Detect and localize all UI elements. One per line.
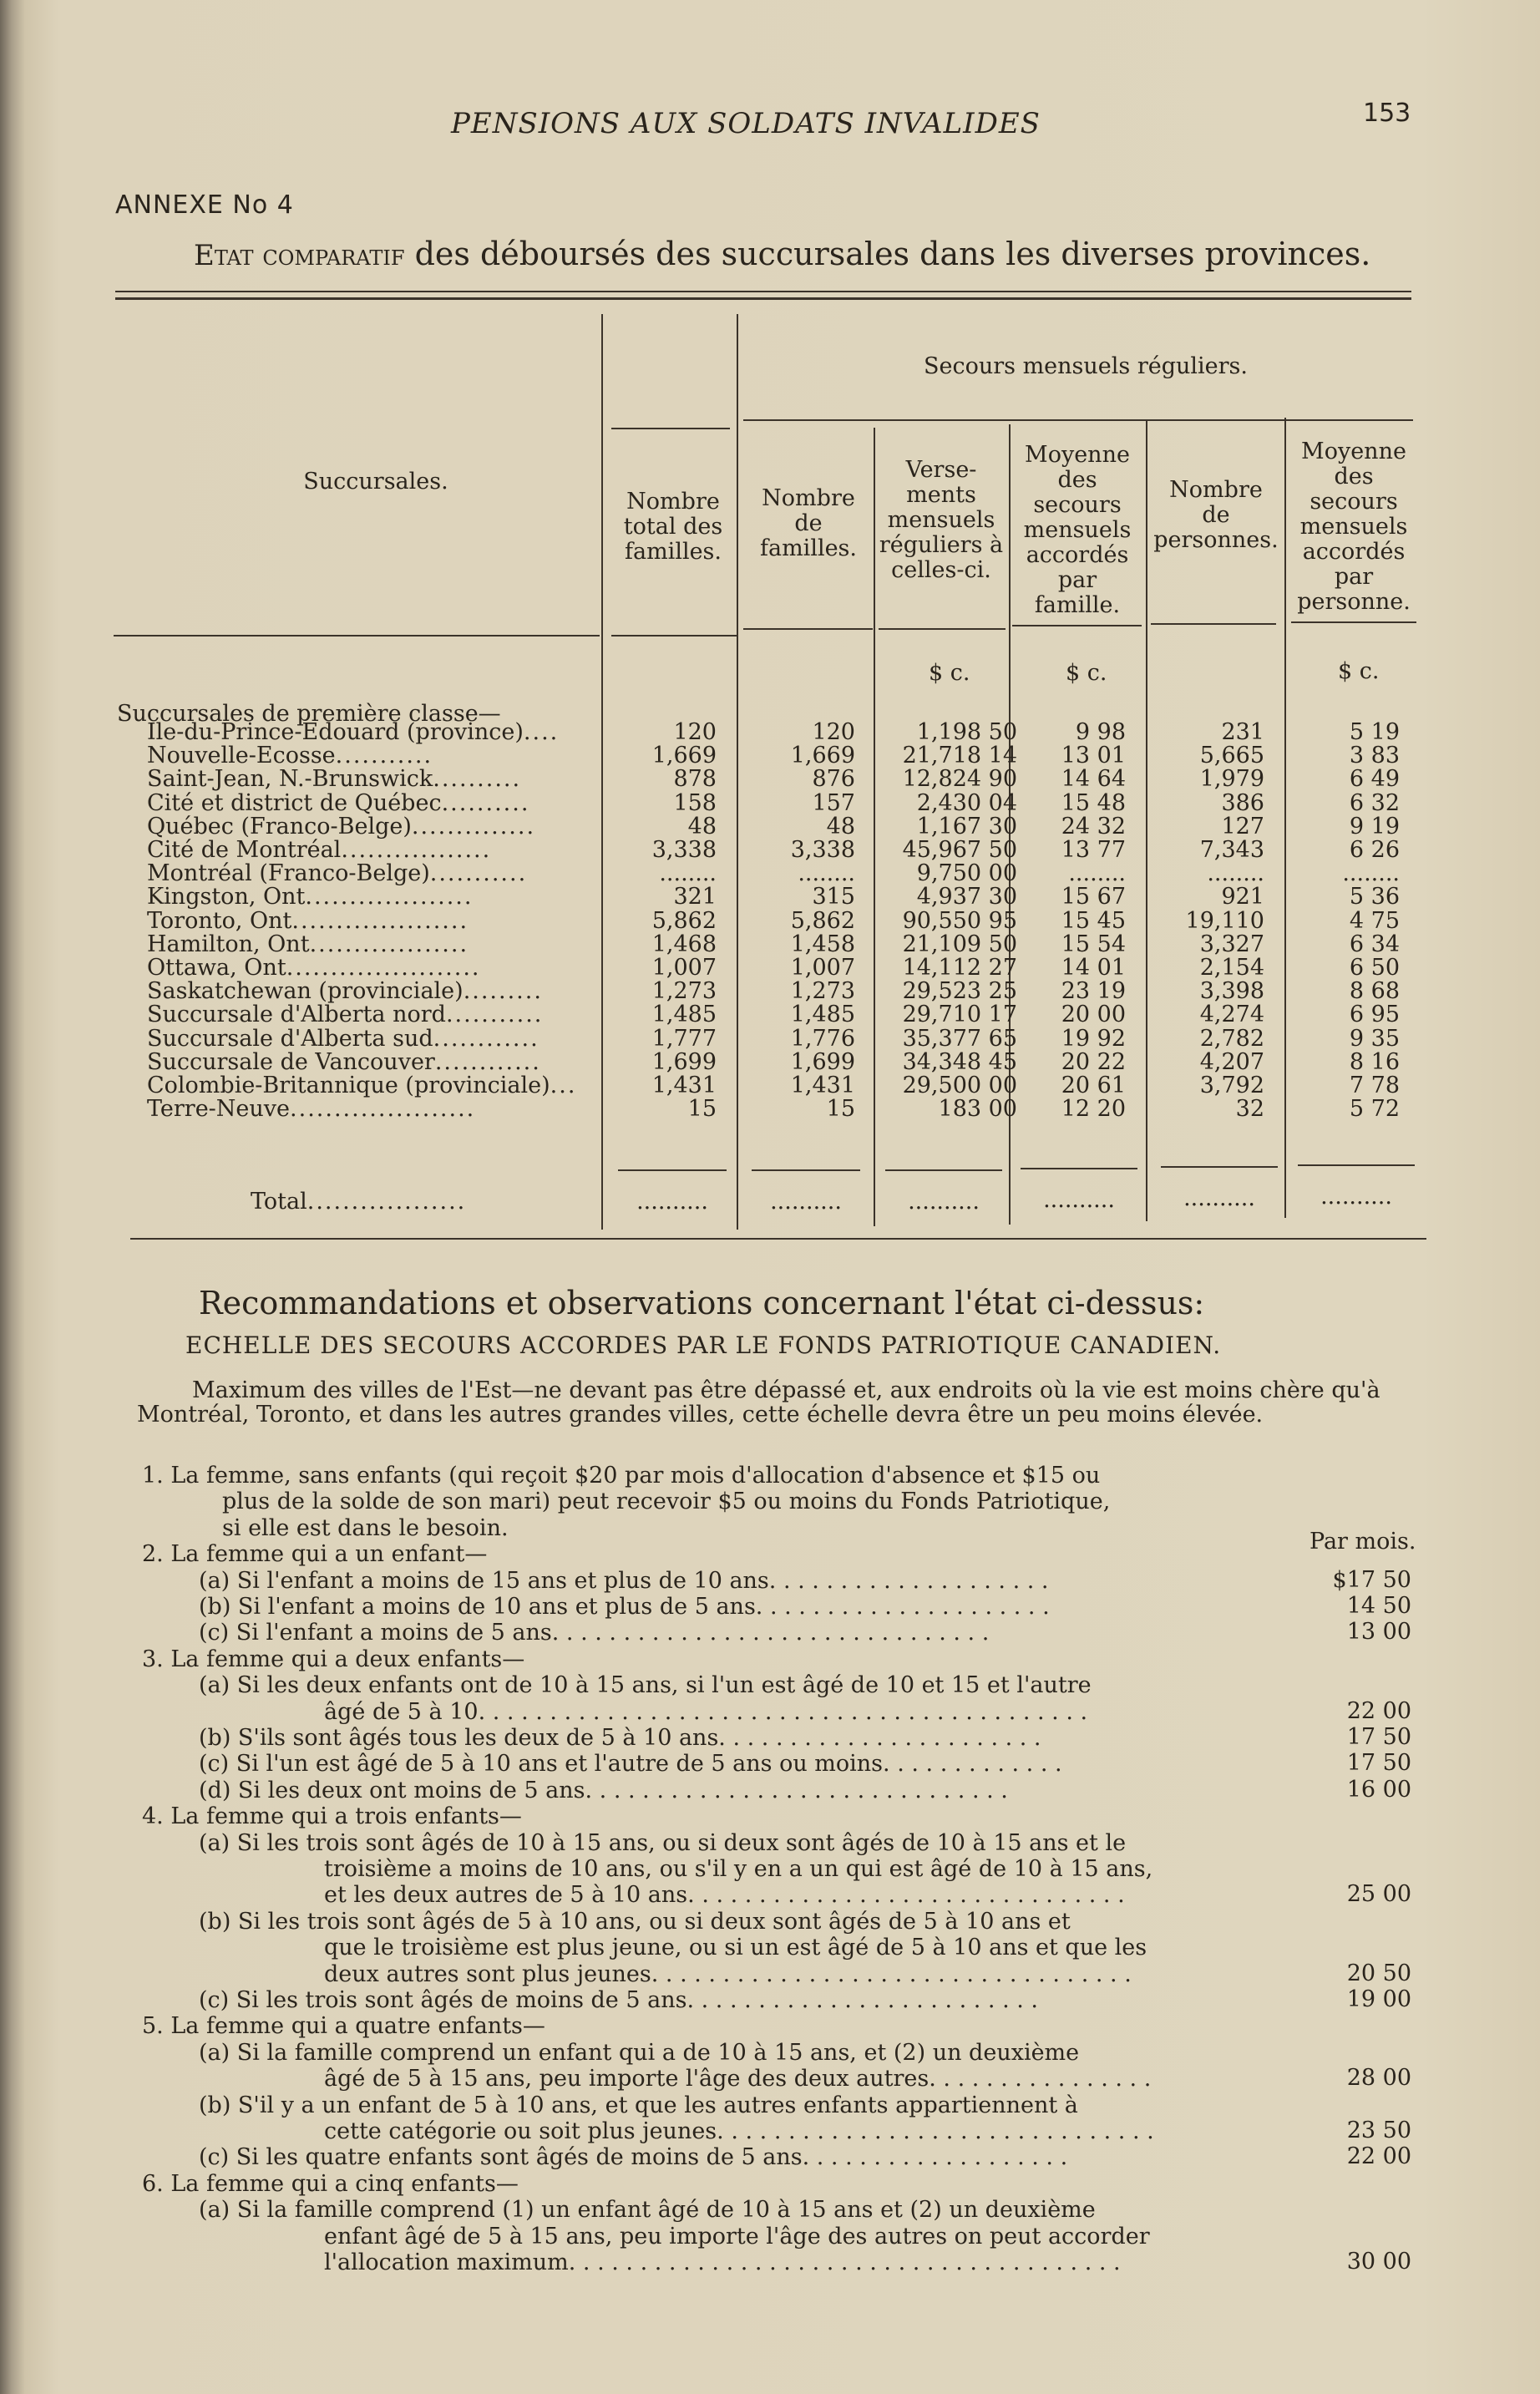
cell-total-families: 1,777 bbox=[651, 1026, 717, 1052]
scale-amount: 22 00 bbox=[1346, 1698, 1411, 1724]
cell-payments: 34,348 45 bbox=[902, 1049, 1017, 1075]
branch-name bbox=[147, 1002, 543, 1027]
branch-name-dots: .................. bbox=[309, 931, 469, 957]
cell-total-families: 1,273 bbox=[651, 978, 717, 1004]
scale-line: 6. La femme qui a cinq enfants— bbox=[142, 2172, 519, 2196]
branch-name-dots: ................. bbox=[341, 837, 492, 863]
cell-avg-family: 23 19 bbox=[1061, 978, 1126, 1004]
cell-payments: 29,500 00 bbox=[902, 1073, 1017, 1098]
branch-name-text: Succursale de Vancouver bbox=[147, 1049, 435, 1075]
cell-avg-family: 12 20 bbox=[1061, 1096, 1126, 1122]
cell-payments: 21,718 14 bbox=[902, 743, 1017, 768]
cell-total-families: 321 bbox=[673, 884, 717, 910]
col-divider-5 bbox=[1146, 421, 1147, 1221]
cell-avg-person: ........ bbox=[1342, 860, 1400, 886]
branch-name-dots: .... bbox=[523, 719, 560, 745]
cell-persons: 921 bbox=[1221, 884, 1264, 910]
branch-name-text: Terre-Neuve bbox=[147, 1096, 291, 1122]
scale-line: et les deux autres de 5 à 10 ans. . . . . . . . . . . . . . . . . . . . . . . . . . . . . . . bbox=[324, 1883, 1125, 1907]
cell-total-families: 1,468 bbox=[651, 931, 717, 957]
cell-total-families: 48 bbox=[687, 814, 717, 839]
total-cell-avg-family: .......... bbox=[1043, 1187, 1115, 1213]
cell-families: 876 bbox=[812, 766, 855, 792]
branch-name-dots: ........... bbox=[335, 743, 433, 768]
cell-payments: 14,112 27 bbox=[902, 955, 1017, 981]
cell-families: ........ bbox=[798, 860, 855, 886]
cell-persons: 19,110 bbox=[1185, 908, 1264, 934]
table-title-rest: des déboursés des succursales dans les diverses provinces. bbox=[404, 236, 1371, 272]
scale-line: que le troisième est plus jeune, ou si un est âgé de 5 à 10 ans et que les bbox=[324, 1935, 1147, 1960]
cell-total-families: 1,007 bbox=[651, 955, 717, 981]
scale-line: (d) Si les deux ont moins de 5 ans. . . . . . . . . . . . . . . . . . . . . . . . . . . . . . bbox=[199, 1778, 1008, 1803]
cell-persons: 1,979 bbox=[1199, 766, 1264, 792]
header-payments: Verse-ments mensuels réguliers à celles-ci. bbox=[879, 457, 1004, 583]
cell-avg-family: 20 22 bbox=[1061, 1049, 1126, 1075]
table-top-rule bbox=[115, 291, 1411, 292]
cell-avg-person: 4 75 bbox=[1349, 908, 1400, 934]
scale-amount: 17 50 bbox=[1346, 1750, 1411, 1776]
total-cell-families: .......... bbox=[770, 1189, 842, 1215]
table-title-smallcaps: Etat comparatif bbox=[194, 239, 405, 272]
cell-payments: 21,109 50 bbox=[902, 931, 1017, 957]
scale-line: 1. La femme, sans enfants (qui reçoit $20 par mois d'allocation d'absence et $15 ou bbox=[142, 1463, 1101, 1488]
branch-name-text: Saint-Jean, N.-Brunswick bbox=[147, 766, 433, 792]
branch-name-dots: .................... bbox=[291, 908, 469, 934]
total-label-dots: .................. bbox=[306, 1189, 467, 1215]
cell-total-families: 878 bbox=[673, 766, 717, 792]
cell-payments: 2,430 04 bbox=[916, 790, 1017, 816]
cell-avg-person: 6 32 bbox=[1349, 790, 1400, 816]
cell-avg-family: 19 92 bbox=[1061, 1026, 1126, 1052]
total-rule-3 bbox=[885, 1169, 1002, 1171]
cell-avg-person: 9 19 bbox=[1349, 814, 1400, 839]
cell-avg-family: 14 64 bbox=[1061, 766, 1126, 792]
cell-payments: 45,967 50 bbox=[902, 837, 1017, 863]
cell-families: 1,485 bbox=[790, 1002, 855, 1027]
cell-avg-person: 5 19 bbox=[1349, 719, 1400, 745]
total-rule-4 bbox=[1021, 1168, 1137, 1169]
cell-avg-person: 6 50 bbox=[1349, 955, 1400, 981]
scale-line: (b) S'il y a un enfant de 5 à 10 ans, et que les autres enfants appartiennent à bbox=[199, 2093, 1078, 2118]
cell-families: 315 bbox=[812, 884, 855, 910]
cell-families: 3,338 bbox=[790, 837, 855, 863]
scale-line: âgé de 5 à 10. . . . . . . . . . . . . . . . . . . . . . . . . . . . . . . . . . . . . . . . . . . bbox=[324, 1700, 1088, 1724]
cell-payments: 183 00 bbox=[938, 1096, 1017, 1122]
cell-total-families: ........ bbox=[659, 860, 717, 886]
table-top-rule-2 bbox=[115, 297, 1411, 300]
cell-persons: 5,665 bbox=[1199, 743, 1264, 768]
cell-persons: 7,343 bbox=[1199, 837, 1264, 863]
scale-line: (c) Si les quatre enfants sont âgés de moins de 5 ans. . . . . . . . . . . . . . . . . . . bbox=[199, 2145, 1068, 2169]
branch-name bbox=[147, 861, 527, 886]
branch-name bbox=[147, 814, 535, 839]
branch-name-text: Montréal (Franco-Belge) bbox=[147, 860, 430, 886]
cell-families: 157 bbox=[812, 790, 855, 816]
cell-total-families: 120 bbox=[673, 719, 717, 745]
scale-line: (c) Si l'enfant a moins de 5 ans. . . . . . . . . . . . . . . . . . . . . . . . . . . . . . . bbox=[199, 1621, 990, 1645]
cell-total-families: 1,431 bbox=[651, 1073, 717, 1098]
unit-avg-person: $ c. bbox=[1338, 658, 1380, 684]
scale-line: (a) Si l'enfant a moins de 15 ans et plus de 10 ans. . . . . . . . . . . . . . . . . . . . bbox=[199, 1569, 1049, 1593]
recommendations-title: Recommandations et observations concernant l'état ci-dessus: bbox=[199, 1285, 1205, 1321]
branch-name bbox=[147, 885, 473, 910]
group-rule bbox=[743, 419, 1413, 421]
cell-payments: 29,523 25 bbox=[902, 978, 1017, 1004]
scale-line: si elle est dans le besoin. bbox=[222, 1516, 509, 1540]
cell-families: 1,431 bbox=[790, 1073, 855, 1098]
branch-name bbox=[147, 767, 521, 792]
total-cell-avg-person: .......... bbox=[1320, 1184, 1392, 1210]
scale-amount: 17 50 bbox=[1346, 1724, 1411, 1750]
scale-line: 2. La femme qui a un enfant— bbox=[142, 1542, 488, 1566]
scale-line: plus de la solde de son mari) peut recevoir $5 ou moins du Fonds Patriotique, bbox=[222, 1489, 1111, 1514]
cell-avg-person: 5 72 bbox=[1349, 1096, 1400, 1122]
cell-avg-person: 3 83 bbox=[1349, 743, 1400, 768]
scale-amount: 30 00 bbox=[1346, 2249, 1411, 2275]
cell-persons: 386 bbox=[1221, 790, 1264, 816]
cell-payments: 35,377 65 bbox=[902, 1026, 1017, 1052]
cell-avg-person: 8 16 bbox=[1349, 1049, 1400, 1075]
col-divider-2 bbox=[737, 314, 738, 1230]
cell-persons: 2,782 bbox=[1199, 1026, 1264, 1052]
branch-name-text: Ile-du-Prince-Edouard (province) bbox=[147, 719, 524, 745]
col-divider-6 bbox=[1284, 418, 1286, 1218]
cell-payments: 1,198 50 bbox=[916, 719, 1017, 745]
scale-amount: 28 00 bbox=[1346, 2065, 1411, 2091]
branch-name bbox=[147, 979, 543, 1004]
scale-line: l'allocation maximum. . . . . . . . . . . . . . . . . . . . . . . . . . . . . . . . . . . . . . . bbox=[324, 2250, 1121, 2275]
cell-avg-person: 6 26 bbox=[1349, 837, 1400, 863]
cell-families: 48 bbox=[826, 814, 855, 839]
scale-line: cette catégorie ou soit plus jeunes. . . . . . . . . . . . . . . . . . . . . . . . . . . . . . . bbox=[324, 2119, 1154, 2143]
cell-payments: 4,937 30 bbox=[916, 884, 1017, 910]
cell-persons: 4,274 bbox=[1199, 1002, 1264, 1027]
cell-persons: 3,327 bbox=[1199, 931, 1264, 957]
col-divider-3 bbox=[874, 428, 875, 1226]
branch-name-dots: ...................... bbox=[286, 955, 481, 981]
cell-families: 1,699 bbox=[790, 1049, 855, 1075]
cell-payments: 1,167 30 bbox=[916, 814, 1017, 839]
cell-avg-family: 15 48 bbox=[1061, 790, 1126, 816]
scale-amount: 25 00 bbox=[1346, 1881, 1411, 1907]
intro-paragraph: Maximum des villes de l'Est—ne devant pas être dépassé et, aux endroits où la vie est moins chère qu'à Montréal, Toronto, et dans les autres grandes villes, cette échelle devra être un peu moins élevée. bbox=[137, 1377, 1380, 1428]
header-branches: Succursales. bbox=[303, 469, 448, 495]
branch-name bbox=[147, 1027, 540, 1052]
header-rule-total-top bbox=[611, 428, 730, 429]
scale-line: (c) Si les trois sont âgés de moins de 5 ans. . . . . . . . . . . . . . . . . . . . . . . . . bbox=[199, 1988, 1039, 2012]
scale-line: âgé de 5 à 15 ans, peu importe l'âge des deux autres. . . . . . . . . . . . . . . . bbox=[324, 2067, 1152, 2091]
header-persons: Nombre de personnes. bbox=[1153, 477, 1279, 553]
cell-avg-family: 15 67 bbox=[1061, 884, 1126, 910]
cell-families: 15 bbox=[826, 1096, 855, 1122]
cell-avg-person: 5 36 bbox=[1349, 884, 1400, 910]
col-divider-1 bbox=[601, 314, 603, 1230]
cell-payments: 12,824 90 bbox=[902, 766, 1017, 792]
branch-name-text: Cité et district de Québec bbox=[147, 790, 442, 816]
branch-name bbox=[147, 1073, 576, 1098]
cell-families: 1,669 bbox=[790, 743, 855, 768]
branch-name bbox=[147, 1050, 541, 1075]
cell-avg-family: 9 98 bbox=[1075, 719, 1126, 745]
branch-name-dots: .......... bbox=[441, 790, 530, 816]
header-group: Secours mensuels réguliers. bbox=[923, 353, 1248, 379]
scale-line: (b) Si l'enfant a moins de 10 ans et plus de 5 ans. . . . . . . . . . . . . . . . . . . . . bbox=[199, 1595, 1050, 1619]
cell-total-families: 158 bbox=[673, 790, 717, 816]
cell-total-families: 15 bbox=[687, 1096, 717, 1122]
scale-amount: 13 00 bbox=[1346, 1619, 1411, 1645]
branch-name-dots: ............ bbox=[433, 1026, 540, 1052]
cell-avg-person: 8 68 bbox=[1349, 978, 1400, 1004]
branch-name-dots: ......... bbox=[463, 978, 543, 1004]
cell-payments: 29,710 17 bbox=[902, 1002, 1017, 1027]
header-rule-families bbox=[743, 628, 873, 630]
header-avg-family: Moyenne des secours mensuels accordés par famille. bbox=[1023, 442, 1132, 618]
cell-persons: 231 bbox=[1221, 719, 1264, 745]
page-number: 153 bbox=[1363, 99, 1411, 128]
branch-name-text: Toronto, Ont bbox=[147, 908, 292, 934]
header-rule-total bbox=[611, 635, 737, 637]
scale-line: 4. La femme qui a trois enfants— bbox=[142, 1804, 522, 1828]
cell-payments: 90,550 95 bbox=[902, 908, 1017, 934]
table-title bbox=[194, 236, 1370, 272]
cell-avg-family: 20 61 bbox=[1061, 1073, 1126, 1098]
total-rule-2 bbox=[752, 1169, 860, 1171]
scale-line: (c) Si l'un est âgé de 5 à 10 ans et l'autre de 5 ans ou moins. . . . . . . . . . . . . bbox=[199, 1752, 1062, 1776]
scale-amount: $17 50 bbox=[1332, 1567, 1411, 1593]
cell-avg-person: 9 35 bbox=[1349, 1026, 1400, 1052]
cell-families: 1,007 bbox=[790, 955, 855, 981]
scale-line: troisième a moins de 10 ans, ou s'il y en a un qui est âgé de 10 à 15 ans, bbox=[324, 1857, 1153, 1881]
scale-amount: 16 00 bbox=[1346, 1777, 1411, 1803]
total-rule-6 bbox=[1298, 1164, 1415, 1166]
branch-name-dots: .......... bbox=[433, 766, 522, 792]
scale-title: ECHELLE DES SECOURS ACCORDES PAR LE FONDS PATRIOTIQUE CANADIEN. bbox=[185, 1331, 1222, 1359]
header-families: Nombre de familles. bbox=[759, 485, 857, 561]
table-bottom-rule bbox=[130, 1238, 1426, 1240]
branch-name-text: Saskatchewan (provinciale) bbox=[147, 978, 464, 1004]
cell-avg-person: 6 34 bbox=[1349, 931, 1400, 957]
branch-name bbox=[147, 791, 529, 816]
branch-name-text: Succursale d'Alberta nord bbox=[147, 1002, 446, 1027]
branch-name bbox=[147, 1097, 475, 1122]
cell-families: 1,273 bbox=[790, 978, 855, 1004]
header-rule-branches bbox=[114, 635, 600, 637]
branch-name-text: Ottawa, Ont bbox=[147, 955, 286, 981]
total-label-text: Total bbox=[251, 1189, 307, 1215]
cell-total-families: 5,862 bbox=[651, 908, 717, 934]
cell-avg-family: ........ bbox=[1068, 860, 1126, 886]
branch-name-dots: ............ bbox=[434, 1049, 541, 1075]
cell-families: 1,458 bbox=[790, 931, 855, 957]
cell-avg-person: 7 78 bbox=[1349, 1073, 1400, 1098]
total-rule-1 bbox=[618, 1169, 727, 1171]
cell-persons: 2,154 bbox=[1199, 955, 1264, 981]
branch-name-text: Kingston, Ont bbox=[147, 884, 306, 910]
scale-line: (b) Si les trois sont âgés de 5 à 10 ans, ou si deux sont âgés de 5 à 10 ans et bbox=[199, 1910, 1071, 1934]
total-cell-payments: .......... bbox=[908, 1189, 980, 1215]
unit-payments: $ c. bbox=[929, 660, 970, 686]
scale-line: (a) Si la famille comprend (1) un enfant âgé de 10 à 15 ans et (2) un deuxième bbox=[199, 2198, 1096, 2222]
scale-amount: 22 00 bbox=[1346, 2143, 1411, 2169]
branch-name-text: Colombie-Britannique (provinciale) bbox=[147, 1073, 550, 1098]
scale-amount: 14 50 bbox=[1346, 1593, 1411, 1619]
cell-persons: 3,398 bbox=[1199, 978, 1264, 1004]
cell-avg-family: 14 01 bbox=[1061, 955, 1126, 981]
scale-line: enfant âgé de 5 à 15 ans, peu importe l'âge des autres on peut accorder bbox=[324, 2224, 1150, 2249]
cell-persons: 32 bbox=[1235, 1096, 1264, 1122]
scale-line: 5. La femme qui a quatre enfants— bbox=[142, 2014, 545, 2038]
cell-payments: 9,750 00 bbox=[916, 860, 1017, 886]
scale-amount: 19 00 bbox=[1346, 1986, 1411, 2012]
branch-name-text: Nouvelle-Ecosse bbox=[147, 743, 336, 768]
scale-amount: 20 50 bbox=[1346, 1960, 1411, 1986]
cell-persons: 127 bbox=[1221, 814, 1264, 839]
scale-line: (b) S'ils sont âgés tous les deux de 5 à 10 ans. . . . . . . . . . . . . . . . . . . . . . . bbox=[199, 1726, 1041, 1750]
branch-name-text: Québec (Franco-Belge) bbox=[147, 814, 412, 839]
total-label bbox=[251, 1189, 466, 1215]
header-total-families: Nombre total des familles. bbox=[623, 489, 723, 565]
header-rule-persons bbox=[1151, 623, 1276, 625]
scale-line: (a) Si la famille comprend un enfant qui a de 10 à 15 ans, et (2) un deuxième bbox=[199, 2041, 1080, 2065]
cell-avg-family: 20 00 bbox=[1061, 1002, 1126, 1027]
branch-name-dots: ........... bbox=[429, 860, 528, 886]
header-rule-avgpers bbox=[1291, 621, 1416, 623]
cell-avg-person: 6 95 bbox=[1349, 1002, 1400, 1027]
branch-name-dots: ... bbox=[550, 1073, 577, 1098]
unit-avg-family: $ c. bbox=[1066, 660, 1107, 686]
cell-total-families: 1,699 bbox=[651, 1049, 717, 1075]
branch-name bbox=[147, 909, 469, 934]
cell-persons: ........ bbox=[1207, 860, 1264, 886]
total-rule-5 bbox=[1161, 1166, 1278, 1168]
header-rule-avgfam bbox=[1012, 625, 1142, 626]
cell-avg-family: 15 54 bbox=[1061, 931, 1126, 957]
branch-name-dots: ................... bbox=[305, 884, 474, 910]
cell-avg-person: 6 49 bbox=[1349, 766, 1400, 792]
cell-total-families: 1,485 bbox=[651, 1002, 717, 1027]
branch-name-text: Hamilton, Ont bbox=[147, 931, 310, 957]
scale-line: (a) Si les deux enfants ont de 10 à 15 ans, si l'un est âgé de 10 et 15 et l'autre bbox=[199, 1673, 1092, 1697]
per-month-heading: Par mois. bbox=[1310, 1529, 1416, 1555]
cell-total-families: 1,669 bbox=[651, 743, 717, 768]
cell-persons: 3,792 bbox=[1199, 1073, 1264, 1098]
branch-name-dots: ........... bbox=[445, 1002, 544, 1027]
total-cell-persons: .......... bbox=[1183, 1185, 1255, 1211]
cell-avg-family: 13 77 bbox=[1061, 837, 1126, 863]
branch-name-text: Cité de Montréal bbox=[147, 837, 342, 863]
scale-line: deux autres sont plus jeunes. . . . . . . . . . . . . . . . . . . . . . . . . . . . . . . . . . bbox=[324, 1962, 1132, 1986]
cell-families: 120 bbox=[812, 719, 855, 745]
scale-line: (a) Si les trois sont âgés de 10 à 15 ans, ou si deux sont âgés de 10 à 15 ans et le bbox=[199, 1831, 1127, 1855]
cell-persons: 4,207 bbox=[1199, 1049, 1264, 1075]
scale-amount: 23 50 bbox=[1346, 2118, 1411, 2143]
cell-avg-family: 24 32 bbox=[1061, 814, 1126, 839]
branch-name bbox=[147, 956, 481, 981]
branch-name-text: Succursale d'Alberta sud bbox=[147, 1026, 433, 1052]
cell-avg-family: 15 45 bbox=[1061, 908, 1126, 934]
branch-name-dots: .............. bbox=[411, 814, 536, 839]
branch-name bbox=[147, 932, 469, 957]
branch-name bbox=[147, 743, 433, 768]
running-title: PENSIONS AUX SOLDATS INVALIDES bbox=[451, 107, 1041, 140]
cell-total-families: 3,338 bbox=[651, 837, 717, 863]
section-label: Succursales de première classe— bbox=[117, 701, 501, 727]
total-cell-total: .......... bbox=[636, 1189, 708, 1215]
annex-label: ANNEXE No 4 bbox=[115, 190, 294, 220]
scale-line: 3. La femme qui a deux enfants— bbox=[142, 1647, 525, 1671]
branch-name-dots: ..................... bbox=[290, 1096, 476, 1122]
cell-avg-family: 13 01 bbox=[1061, 743, 1126, 768]
header-avg-person: Moyenne des secours mensuels accordés par personne. bbox=[1297, 439, 1411, 615]
header-rule-payments bbox=[879, 628, 1006, 630]
cell-families: 5,862 bbox=[790, 908, 855, 934]
branch-name bbox=[147, 838, 491, 863]
cell-families: 1,776 bbox=[790, 1026, 855, 1052]
